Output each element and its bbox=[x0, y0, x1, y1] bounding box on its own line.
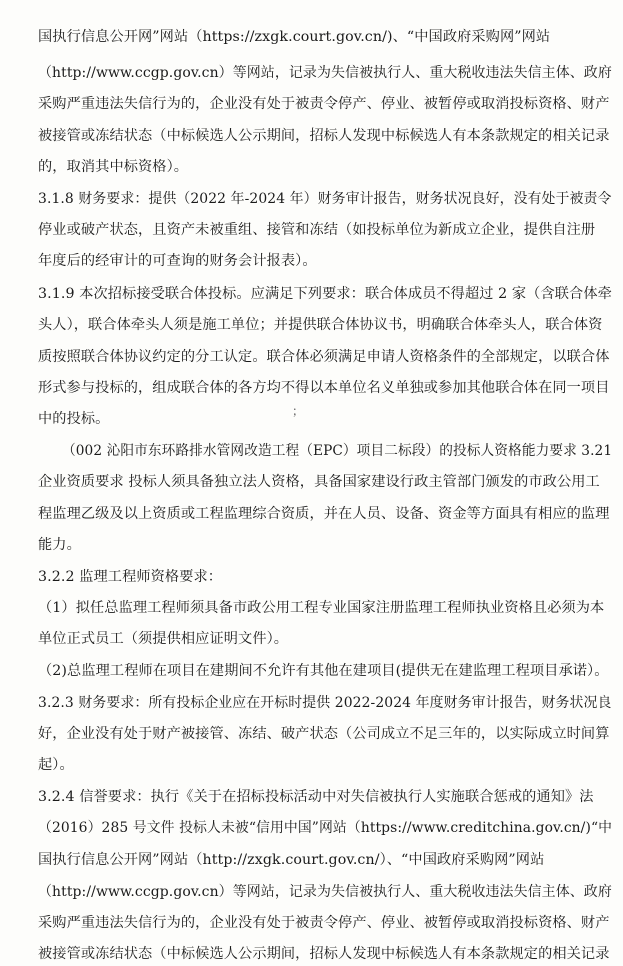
text-line: （002 沁阳市东环路排水管网改造工程（EPC）项目二标段）的投标人资格能力要求 3.21 bbox=[62, 443, 613, 459]
text-line: 停业或破产状态，且资产未被重组、接管和冻结（如投标单位为新成立企业，提供自注册 bbox=[38, 222, 596, 238]
text-line: 被接管或冻结状态（中标候选人公示期间，招标人发现中标候选人有本条款规定的相关记录 bbox=[38, 128, 610, 144]
text-line: （2016）285 号文件 投标人未被“信用中国”网站（https://www.creditchina.gov.cn/)“中 bbox=[38, 820, 613, 836]
text-line: 好，企业没有处于财产被接管、冻结、破产状态（公司成立不足三年的，以实际成立时间算 bbox=[38, 726, 610, 742]
text-line: 企业资质要求 投标人须具备独立法人资格，具备国家建设行政主管部门颁发的市政公用工 bbox=[38, 474, 600, 490]
text-line: 3.1.9 本次招标接受联合体投标。应满足下列要求：联合体成员不得超过 2 家（含联合体牵 bbox=[38, 286, 612, 302]
text-line: 采购严重违法失信行为的，企业没有处于被责令停产、停业、被暂停或取消投标资格、财产 bbox=[38, 915, 610, 931]
text-line: 程监理乙级及以上资质或工程监理综合资质，并在人员、设备、资金等方面具有相应的监理 bbox=[38, 506, 610, 522]
text-line: 质按照联合体协议约定的分工认定。联合体必须满足申请人资格条件的全部规定，以联合体 bbox=[38, 349, 610, 365]
text-line: 国执行信息公开网”网站（http://zxgk.court.gov.cn/）、“中国政府采购网”网站 bbox=[38, 852, 545, 868]
text-line: 国执行信息公开网”网站（https://zxgk.court.gov.cn/)、“中国政府采购网”网站 bbox=[38, 29, 551, 45]
text-line: （http://www.ccgp.gov.cn）等网站，记录为失信被执行人、重大税收违法失信主体、政府 bbox=[38, 884, 612, 900]
text-line: 起）。 bbox=[38, 757, 74, 773]
text-line: 头人），联合体牵头人须是施工单位；并提供联合体协议书，明确联合体牵头人，联合体资 bbox=[38, 317, 603, 333]
text-line: 3.2.4 信誉要求：执行《关于在招标投标活动中对失信被执行人实施联合惩戒的通知》法 bbox=[38, 789, 594, 805]
text-line: 3.1.8 财务要求：提供（2022 年-2024 年）财务审计报告，财务状况良好，没有处于被责令 bbox=[38, 191, 612, 207]
text-line: 单位正式员工（须提供相应证明文件）。 bbox=[38, 631, 289, 647]
text-line: （1）拟任总监理工程师须具备市政公用工程专业国家注册监理工程师执业资格且必须为本 bbox=[38, 600, 605, 616]
text-line: 被接管或冻结状态（中标候选人公示期间，招标人发现中标候选人有本条款规定的相关记录 bbox=[38, 946, 610, 962]
text-line: 中的投标。 bbox=[38, 411, 110, 427]
stray-mark: ； bbox=[292, 404, 305, 418]
text-line: （2)总监理工程师在项目在建期间不允许有其他在建项目(提供无在建监理工程项目承诺）。 bbox=[38, 663, 609, 679]
text-line: 3.2.2 监理工程师资格要求： bbox=[38, 569, 223, 585]
text-line: 年度后的经审计的可查询的财务会计报表）。 bbox=[38, 253, 317, 269]
text-line: 的，取消其中标资格）。 bbox=[38, 159, 189, 175]
text-line: 3.2.3 财务要求：所有投标企业应在开标时提供 2022-2024 年度财务审计报告，财务状况良 bbox=[38, 695, 612, 711]
text-line: （http://www.ccgp.gov.cn）等网站，记录为失信被执行人、重大税收违法失信主体、政府 bbox=[38, 65, 612, 81]
text-line: 形式参与投标的，组成联合体的各方均不得以本单位名义单独或参加其他联合体在同一项目 bbox=[38, 380, 610, 396]
text-line: 采购严重违法失信行为的，企业没有处于被责令停产、停业、被暂停或取消投标资格、财产 bbox=[38, 96, 610, 112]
text-line: 能力。 bbox=[38, 537, 81, 553]
